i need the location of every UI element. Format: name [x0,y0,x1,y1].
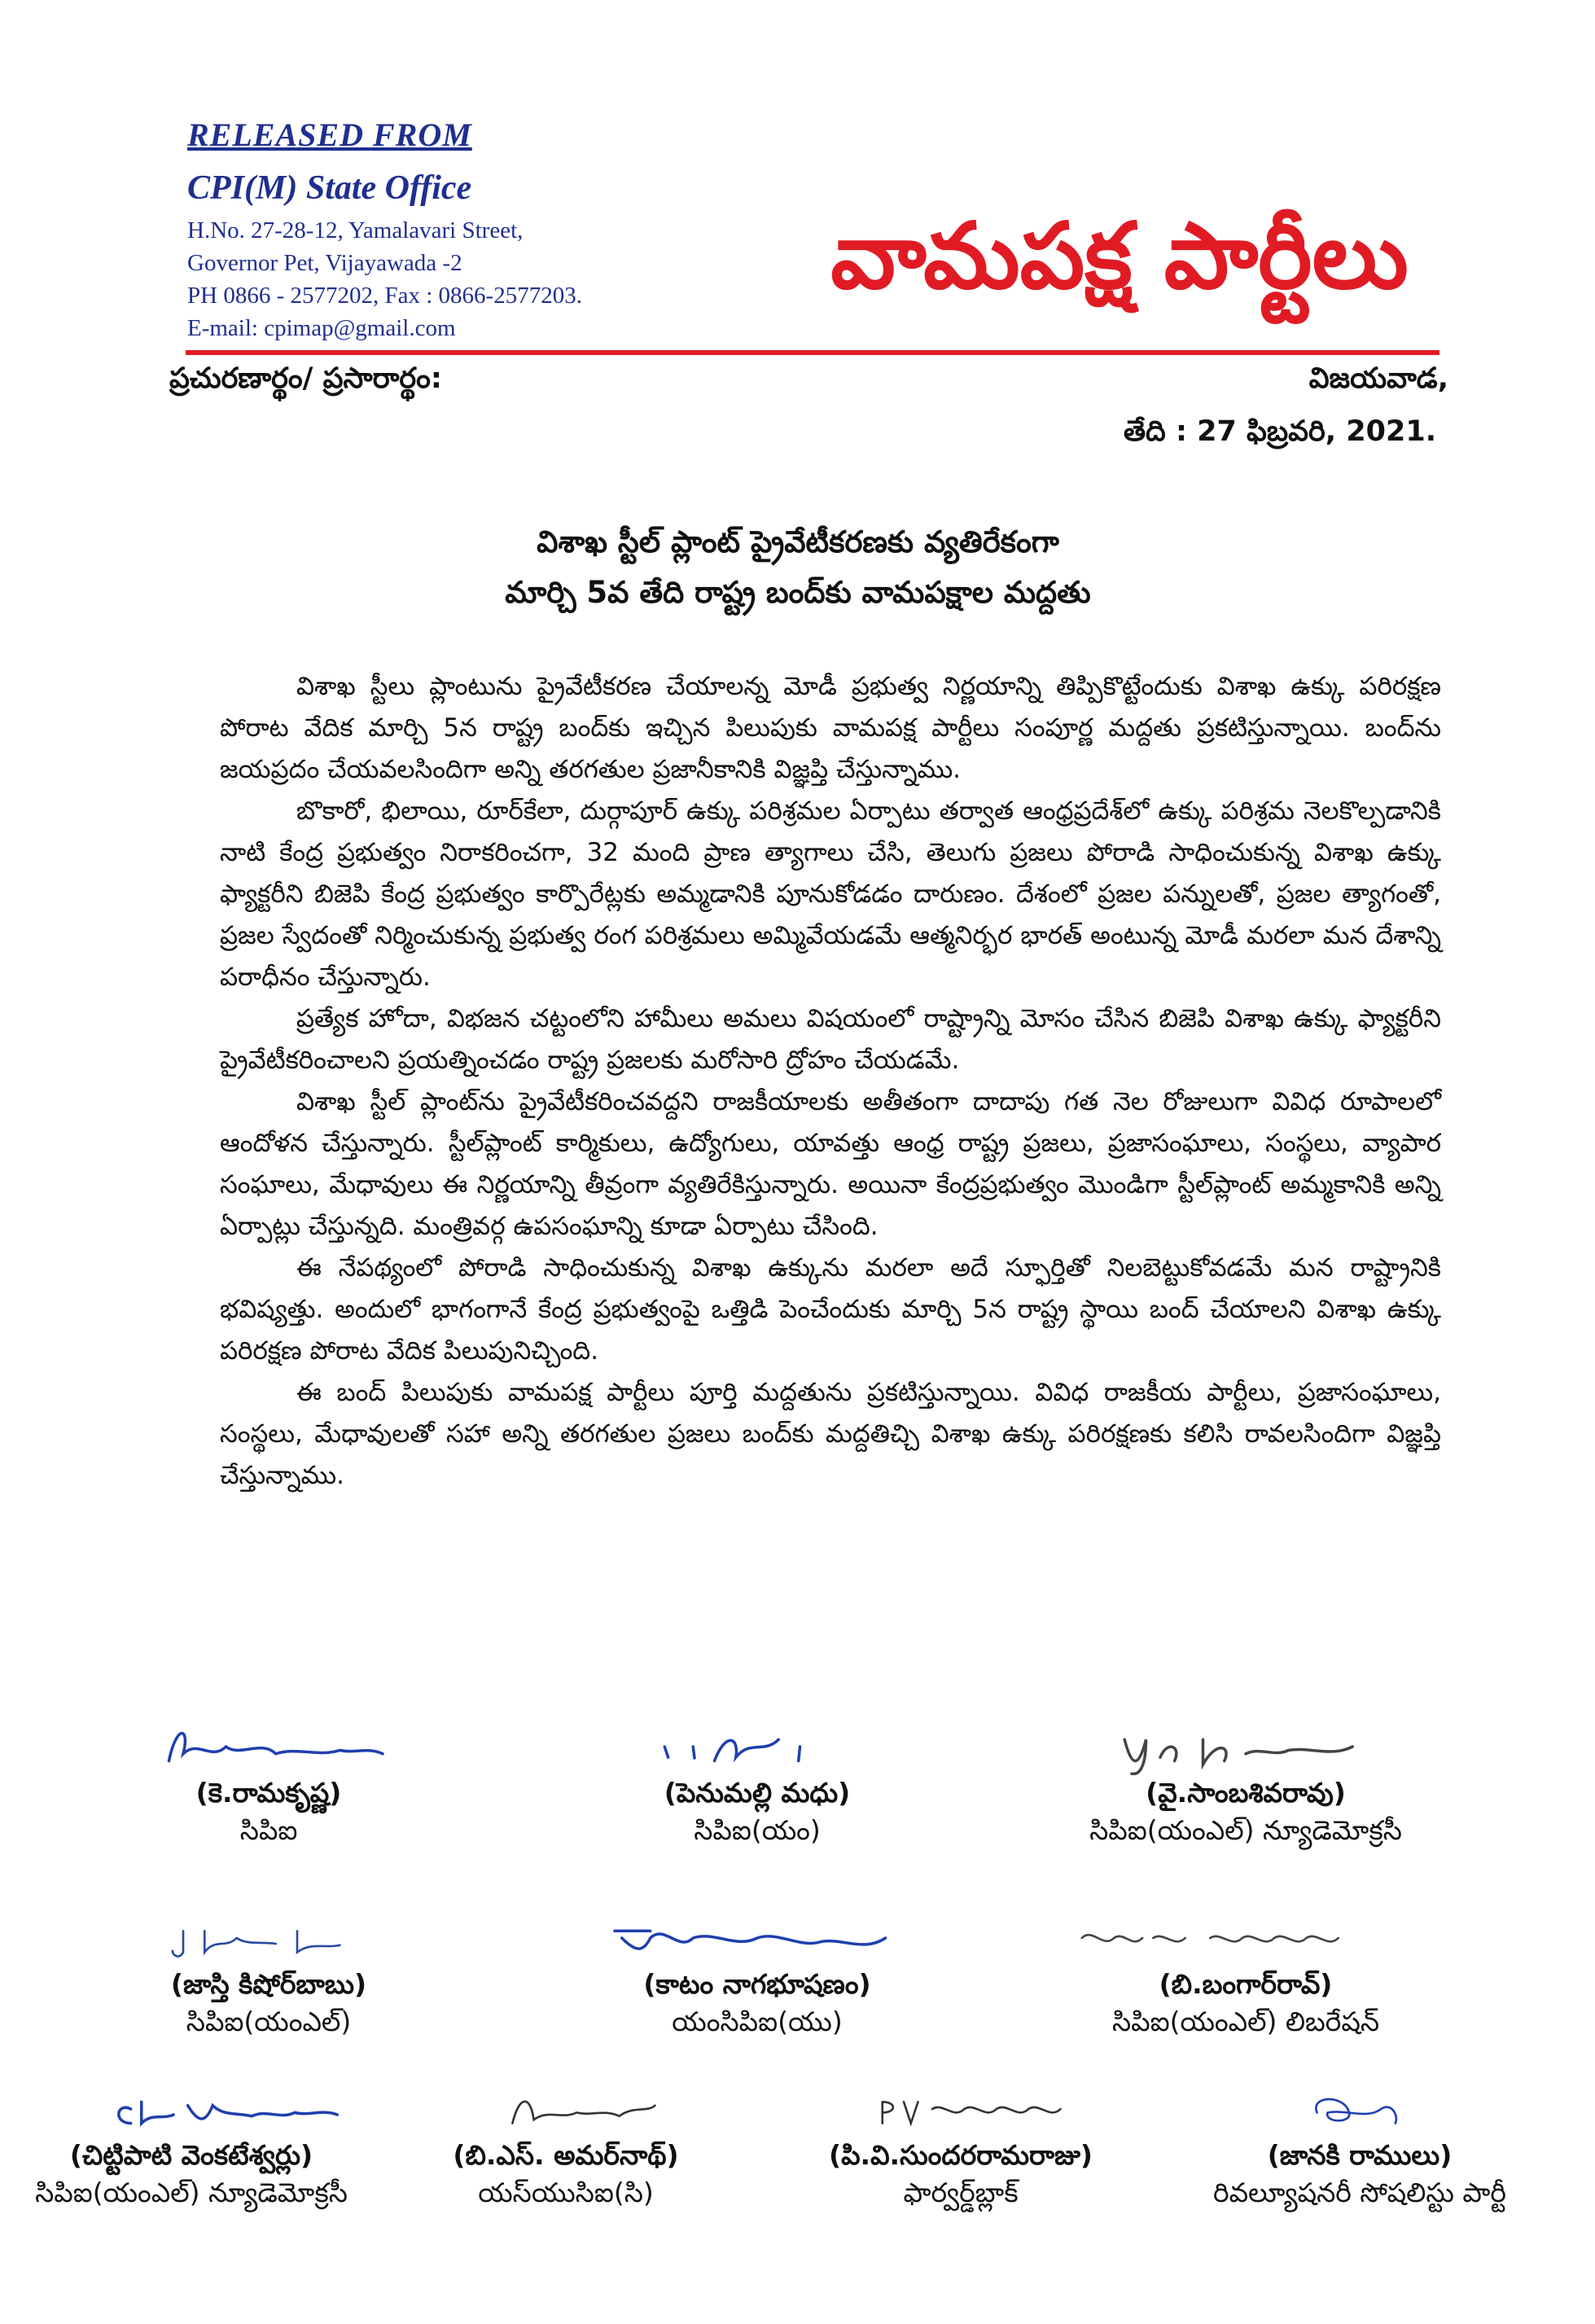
date-label: తేది : 27 ఫిబ్రవరి, 2021. [1123,415,1436,448]
signatory-block [0,2081,383,2212]
body-paragraph: ఈ బంద్ పిలుపుకు వామపక్ష పార్టీలు పూర్తి మద్దతును ప్రకటిస్తున్నాయి. వివిధ రాజకీయ పార్టీలు, ప్రజాసంఘాలు, సంస్థలు, మేధావులతో సహా అన్ని తరగతుల ప్రజలు బంద్‌కు మద్దతిచ్చి విశాఖ ఉక్కు పరిరక్షణకు కలిసి రావలసిందిగా విజ్ఞప్తి చేస్తున్నాము. [220,1378,1441,1490]
signature-scribble [1034,1718,1457,1775]
signatory-block [375,2081,757,2212]
signatory-name: (కాటం నాగభూషణం) [643,1968,871,2000]
publication-label: ప్రచురణార్థం/ ప్రసారార్థం: [169,362,442,395]
letterhead-office-block [187,116,643,344]
signatory-party: యంసిపిఐ(యు) [672,2006,843,2037]
signatory-name: (వై.సాంబశివరావు) [1146,1777,1346,1809]
headline-line: మార్చి 5వ తేది రాష్ట్ర బంద్‌కు వామపక్షాల మద్దతు [505,575,1091,610]
signatory-name: (చిట్టిపాటి వెంకటేశ్వర్లు) [69,2139,313,2171]
signature-scribble [757,2081,1164,2138]
signature-scribble [57,1910,480,1967]
header-divider [186,350,1439,355]
signatory-name: (బి.బంగార్‌రావ్) [1159,1968,1333,2000]
released-from-label: RELEASED FROM [187,116,472,153]
signatory-name: (బి.ఎస్. అమర్‌నాథ్) [453,2139,679,2171]
signature-scribble [0,2081,383,2138]
body-paragraph: ఈ నేపథ్యంలో పోరాడి సాధించుకున్న విశాఖ ఉక్కును మరలా అదే స్ఫూర్తితో నిలబెట్టుకోవడమే మన రాష్ట్రానికి భవిష్యత్తు. అందులో భాగంగానే కేంద్ర ప్రభుత్వంపై ఒత్తిడి పెంచేందుకు మార్చి 5న రాష్ట్ర స్థాయి బంద్ చేయాలని విశాఖ ఉక్కు పరిరక్షణ పోరాట వేదిక పిలుపునిచ్చింది. [220,1253,1441,1366]
signature-scribble [57,1718,480,1775]
headline-line: విశాఖ స్టీల్ ప్లాంట్ ప్రైవేటీకరణకు వ్యతిరేకంగా [537,524,1059,559]
signature-scribble [1156,2081,1563,2138]
signatory-party: సిపిఐ [239,1814,298,1846]
signature-scribble [546,1910,969,1967]
body-paragraph: బొకారో, భిలాయి, రూర్‌కేలా, దుర్గాపూర్ ఉక్కు పరిశ్రమల ఏర్పాటు తర్వాత ఆంధ్రప్రదేశ్‌లో ఉక్కు పరిశ్రమ నెలకొల్పడానికి నాటి కేంద్ర ప్రభుత్వం నిరాకరించగా, 32 మంది ప్రాణ త్యాగాలు చేసి, తెలుగు ప్రజలు పోరాడి సాధించుకున్న విశాఖ ఉక్కు ఫ్యాక్టరీని బిజెపి కేంద్ర ప్రభుత్వం కార్పొరేట్లకు అమ్మడానికి పూనుకోడడం దారుణం. దేశంలో ప్రజల పన్నులతో, ప్రజల త్యాగంతో, ప్రజల స్వేదంతో నిర్మించుకున్న ప్రభుత్వ రంగ పరిశ్రమలు అమ్మివేయడమే ఆత్మనిర్భర భారత్ అంటున్న మోడీ మరలా మన దేశాన్ని పరాధీనం చేస్తున్నారు. [220,796,1441,992]
place-label: విజయవాడ, [1308,362,1448,395]
signatory-block [546,1718,969,1850]
signatory-block [57,1910,480,2041]
body-paragraph: విశాఖ స్టీలు ప్లాంటును ప్రైవేటీకరణ చేయాలన్న మోడీ ప్రభుత్వ నిర్ణయాన్ని తిప్పికొట్టేందుకు విశాఖ ఉక్కు పరిరక్షణ పోరాట వేదిక మార్చి 5న రాష్ట్ర బంద్‌కు ఇచ్చిన పిలుపుకు వామపక్ష పార్టీలు సంపూర్ణ మద్దతు ప్రకటిస్తున్నాయి. బంద్‌ను జయప్రదం చేయవలసిందిగా అన్ని తరగతుల ప్రజానీకానికి విజ్ఞప్తి చేస్తున్నాము. [220,672,1441,784]
signatory-name: (పెనుమల్లి మధు) [664,1777,851,1809]
signatory-party: సిపిఐ(యంఎల్) [186,2006,352,2037]
signatory-block [1034,1718,1457,1850]
signatory-name: (పి.వి.సుందరరామరాజు) [828,2139,1093,2171]
address-line-email: E-mail: cpimap@gmail.com [187,315,456,341]
press-release-body [220,666,1441,1497]
signatory-name: (కె.రామకృష్ణ) [195,1777,342,1809]
address-line: PH 0866 - 2577202, Fax : 0866-2577203. [187,283,582,309]
press-release-headline [163,517,1433,618]
signature-scribble [1034,1910,1457,1967]
signatory-block [57,1718,480,1850]
body-paragraph: ప్రత్యేక హోదా, విభజన చట్టంలోని హామీలు అమలు విషయంలో రాష్ట్రాన్ని మోసం చేసిన బిజెపి విశాఖ ఉక్కు ఫ్యాక్టరీని ప్రైవేటీకరించాలని ప్రయత్నించడం రాష్ట్ర ప్రజలకు మరోసారి ద్రోహం చేయడమే. [220,1004,1441,1075]
signatory-block [757,2081,1164,2212]
left-parties-title: వామపక్ష పార్టీలు [830,204,1409,309]
office-name: CPI(M) State Office [187,169,472,207]
signature-scribble [546,1718,969,1775]
signatory-party: సిపిఐ(యంఎల్) న్యూడెమోక్రసీ [1089,1814,1402,1846]
signatory-party: సిపిఐ(యంఎల్) లిబరేషన్ [1111,2006,1380,2037]
address-line: H.No. 27-28-12, Yamalavari Street, [187,217,524,243]
signatory-name: (జాస్తి కిషోర్‌బాబు) [170,1968,367,2000]
signatory-block [546,1910,969,2041]
signature-scribble [375,2081,757,2138]
address-line: Governor Pet, Vijayawada -2 [187,250,462,276]
signatory-party: యస్‌యుసిఐ(సి) [478,2177,654,2208]
signatory-name: (జానకి రాములు) [1267,2139,1453,2171]
signatory-party: రివల్యూషనరీ సోషలిస్టు పార్టీ [1213,2177,1506,2208]
signatory-party: ఫార్వర్డ్‌బ్లాక్ [903,2177,1019,2208]
office-address [187,214,643,344]
signatory-party: సిపిఐ(యంఎల్) న్యూడెమోక్రసీ [35,2177,348,2208]
body-paragraph: విశాఖ స్టీల్ ప్లాంట్‌ను ప్రైవేటీకరించవద్దని రాజకీయాలకు అతీతంగా దాదాపు గత నెల రోజులుగా వివిధ రూపాలలో ఆందోళన చేస్తున్నారు. స్టీల్‌ప్లాంట్ కార్మికులు, ఉద్యోగులు, యావత్తు ఆంధ్ర రాష్ట్ర ప్రజలు, ప్రజాసంఘాలు, సంస్థలు, వ్యాపార సంఘాలు, మేధావులు ఈ నిర్ణయాన్ని తీవ్రంగా వ్యతిరేకిస్తున్నారు. అయినా కేంద్రప్రభుత్వం మొండిగా స్టీల్‌ప్లాంట్ అమ్మకానికి అన్ని ఏర్పాట్లు చేస్తున్నది. మంత్రివర్గ ఉపసంఘాన్ని కూడా ఏర్పాటు చేసింది. [220,1087,1441,1241]
signatory-block [1156,2081,1563,2212]
signatory-block [1034,1910,1457,2041]
signatory-party: సిపిఐ(యం) [694,1814,821,1846]
